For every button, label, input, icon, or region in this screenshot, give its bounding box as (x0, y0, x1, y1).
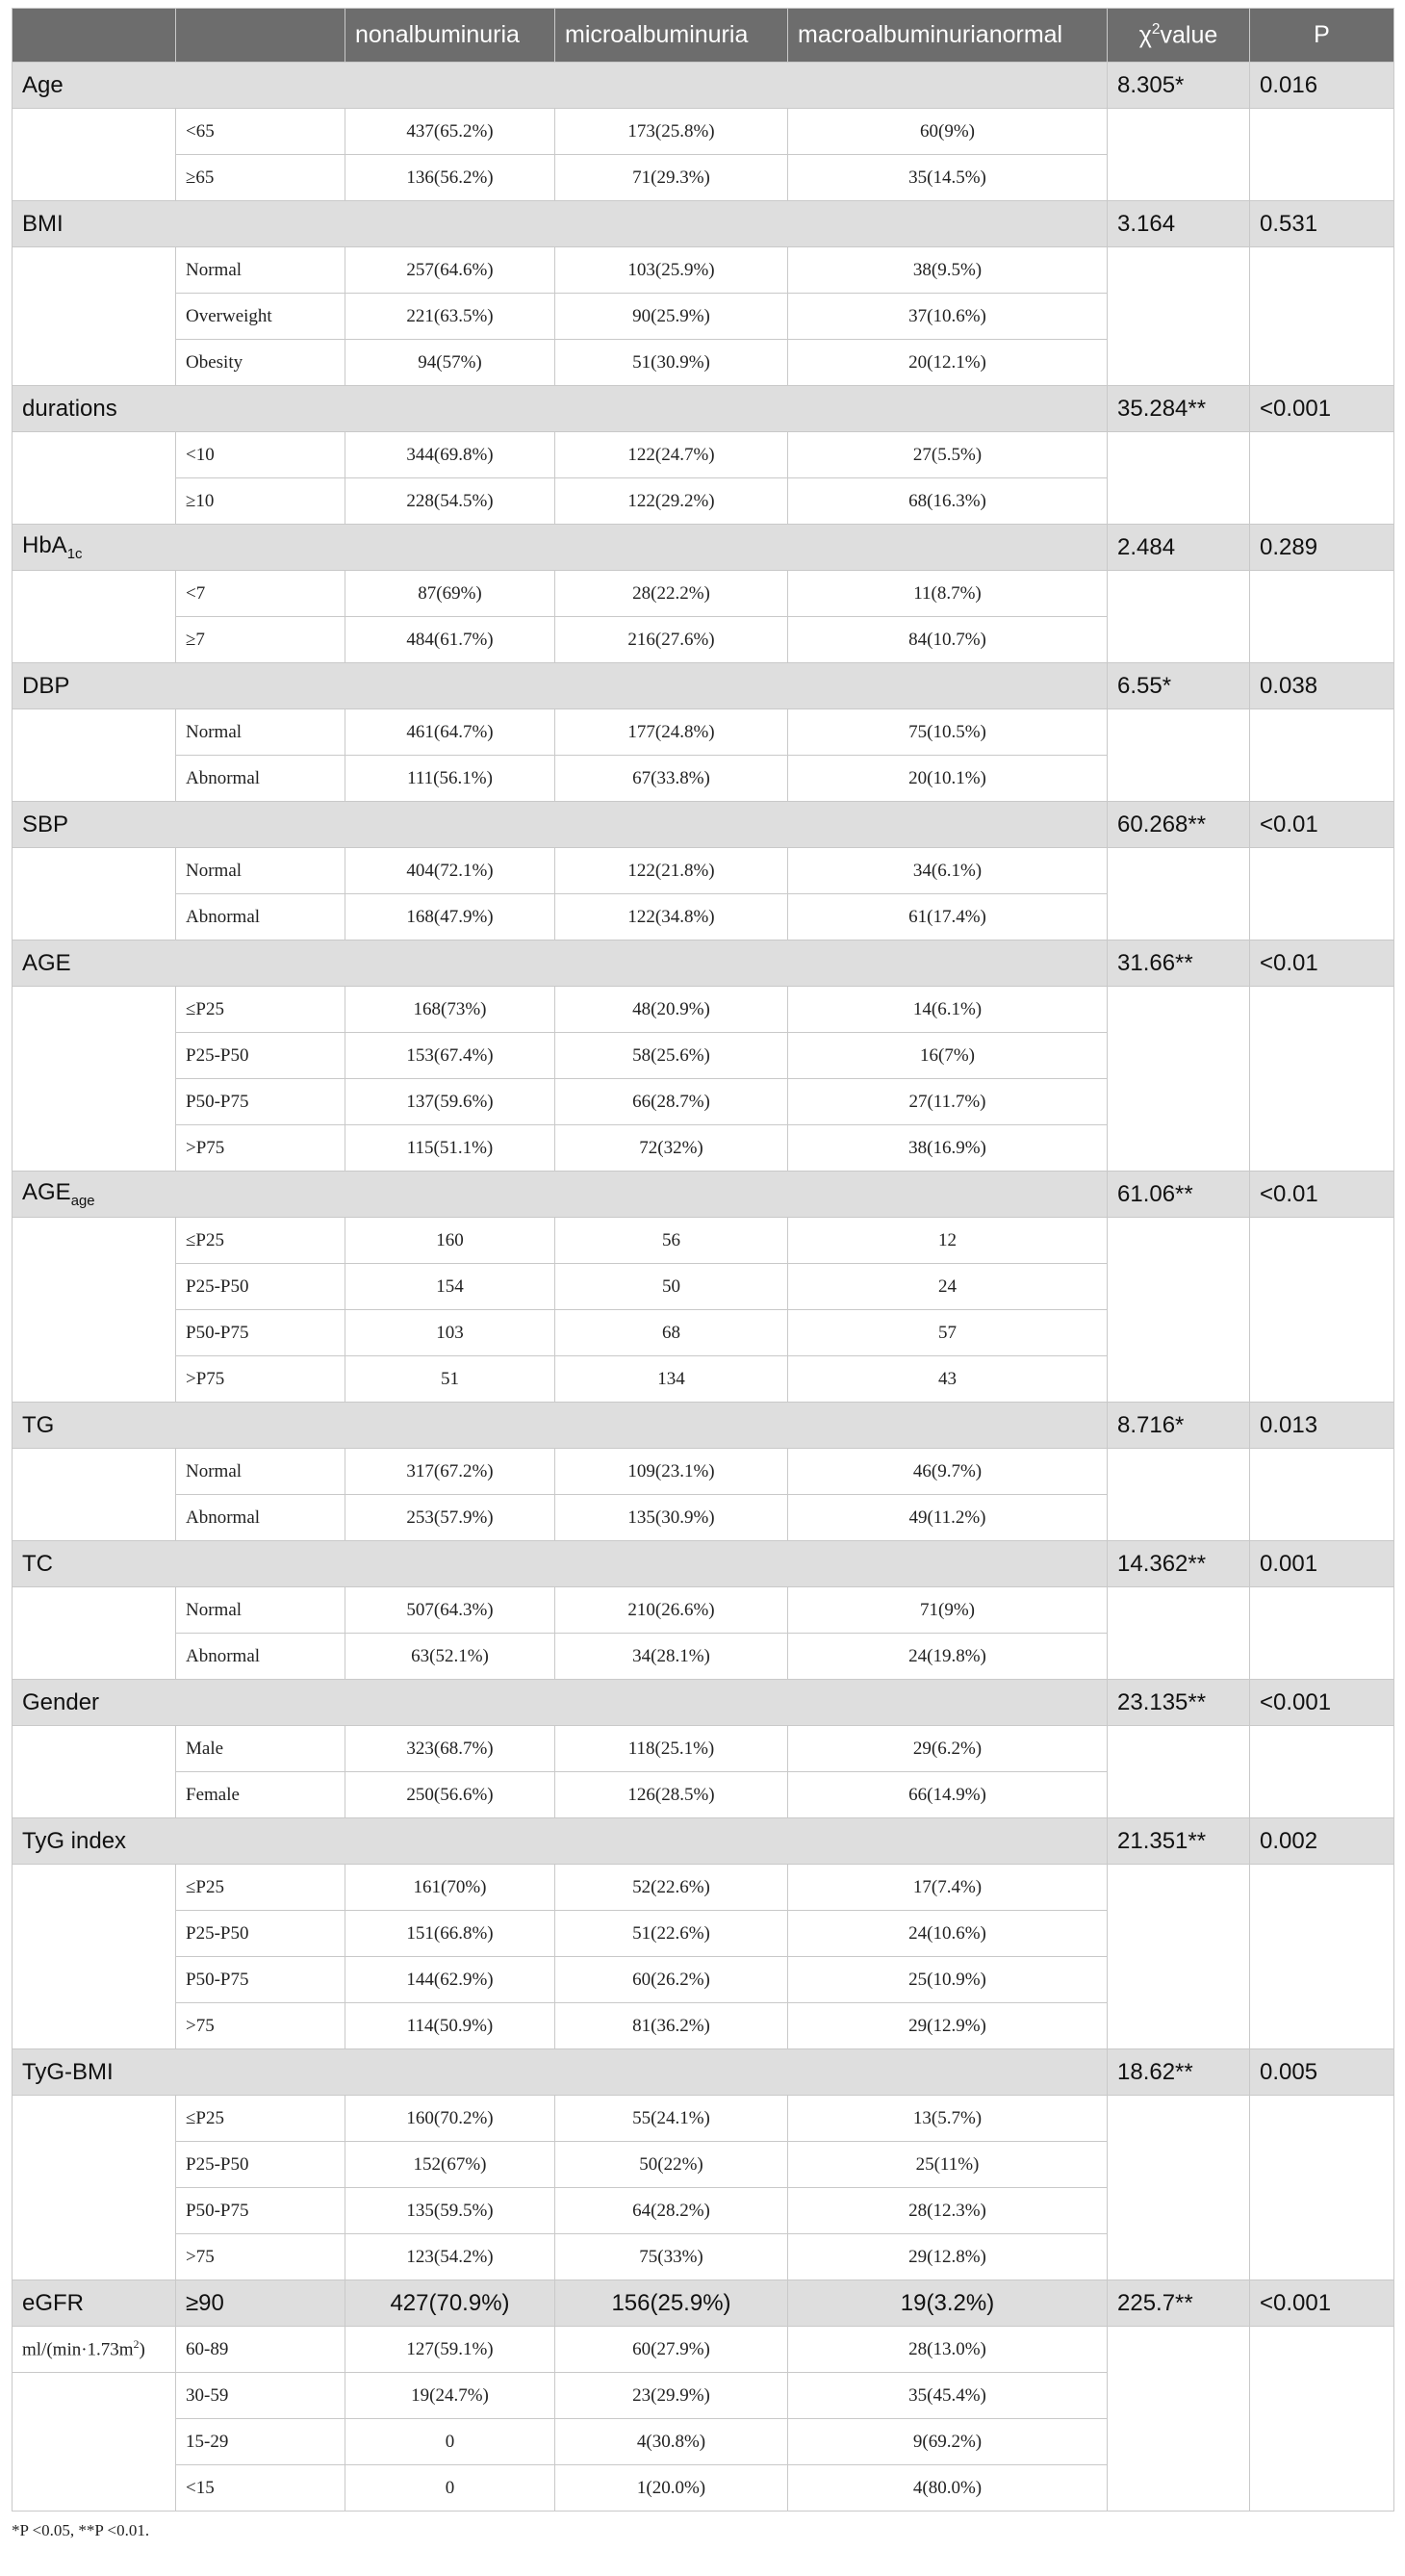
chi-value: 61.06** (1108, 1172, 1250, 1218)
value-cell: 154 (345, 1264, 555, 1310)
group-row (13, 525, 1394, 571)
table-row (13, 109, 1394, 155)
category-cell: ≥65 (176, 155, 345, 201)
blank-cell (13, 1726, 176, 1818)
value-cell: 24(10.6%) (788, 1911, 1108, 1957)
value-cell: 20(12.1%) (788, 340, 1108, 386)
table-row (13, 1449, 1394, 1495)
value-cell: 109(23.1%) (555, 1449, 788, 1495)
blank-cell (13, 1449, 176, 1541)
value-cell: 127(59.1%) (345, 2327, 555, 2373)
category-cell: P50-P75 (176, 1079, 345, 1125)
category-cell: Normal (176, 1587, 345, 1634)
header-blank-1 (13, 9, 176, 63)
blank-cell (13, 2373, 176, 2512)
chi-value: 23.135** (1108, 1680, 1250, 1726)
group-label: Gender (13, 1680, 1108, 1726)
group-row (13, 1172, 1394, 1218)
category-cell: ≤P25 (176, 1218, 345, 1264)
value-cell: 13(5.7%) (788, 2096, 1108, 2142)
chi-value: 31.66** (1108, 940, 1250, 987)
value-cell: 64(28.2%) (555, 2188, 788, 2234)
blank-cell (1250, 432, 1394, 525)
value-cell: 94(57%) (345, 340, 555, 386)
value-cell: 0 (345, 2465, 555, 2512)
value-cell: 160 (345, 1218, 555, 1264)
category-cell: Abnormal (176, 894, 345, 940)
value-cell: 250(56.6%) (345, 1772, 555, 1818)
value-cell: 122(24.7%) (555, 432, 788, 478)
blank-cell (1108, 109, 1250, 201)
category-cell: Abnormal (176, 1634, 345, 1680)
blank-cell (1108, 1449, 1250, 1541)
table-row (13, 1726, 1394, 1772)
p-value: 0.001 (1250, 1541, 1394, 1587)
value-cell: 20(10.1%) (788, 756, 1108, 802)
table-row (13, 432, 1394, 478)
value-cell: 168(73%) (345, 987, 555, 1033)
value-cell: 84(10.7%) (788, 617, 1108, 663)
value-cell: 38(9.5%) (788, 247, 1108, 294)
p-value: <0.001 (1250, 2280, 1394, 2327)
blank-cell (1250, 709, 1394, 802)
value-cell: 90(25.9%) (555, 294, 788, 340)
value-cell: 137(59.6%) (345, 1079, 555, 1125)
header-microalbuminuria: microalbuminuria (555, 9, 788, 63)
category-cell: P25-P50 (176, 1911, 345, 1957)
albuminuria-table (12, 8, 1394, 2512)
value-cell: 81(36.2%) (555, 2003, 788, 2049)
value-cell: 57 (788, 1310, 1108, 1356)
p-value: 0.013 (1250, 1403, 1394, 1449)
p-value: <0.01 (1250, 802, 1394, 848)
value-cell: 103 (345, 1310, 555, 1356)
value-cell: 28(13.0%) (788, 2327, 1108, 2373)
category-cell: P50-P75 (176, 2188, 345, 2234)
group-row (13, 1403, 1394, 1449)
group-label: SBP (13, 802, 1108, 848)
blank-cell (1108, 2096, 1250, 2280)
category-cell: Male (176, 1726, 345, 1772)
blank-cell (1250, 1218, 1394, 1403)
value-cell: 66(14.9%) (788, 1772, 1108, 1818)
value-cell: 160(70.2%) (345, 2096, 555, 2142)
value-cell: 12 (788, 1218, 1108, 1264)
value-cell: 136(56.2%) (345, 155, 555, 201)
p-value: <0.001 (1250, 386, 1394, 432)
value-cell: 126(28.5%) (555, 1772, 788, 1818)
p-value: 0.002 (1250, 1818, 1394, 1865)
group-label: durations (13, 386, 1108, 432)
group-row (13, 802, 1394, 848)
group-label: TyG-BMI (13, 2049, 1108, 2096)
blank-cell (13, 432, 176, 525)
value-cell: 114(50.9%) (345, 2003, 555, 2049)
blank-cell (1250, 571, 1394, 663)
blank-cell (13, 848, 176, 940)
value-cell: 253(57.9%) (345, 1495, 555, 1541)
category-cell: Overweight (176, 294, 345, 340)
value-cell: 67(33.8%) (555, 756, 788, 802)
group-label: DBP (13, 663, 1108, 709)
category-cell: P25-P50 (176, 1264, 345, 1310)
value-cell: 461(64.7%) (345, 709, 555, 756)
p-value: <0.01 (1250, 940, 1394, 987)
value-cell: 60(9%) (788, 109, 1108, 155)
table-container (12, 8, 1393, 2540)
value-cell: 118(25.1%) (555, 1726, 788, 1772)
value-cell: 25(10.9%) (788, 1957, 1108, 2003)
value-cell: 58(25.6%) (555, 1033, 788, 1079)
category-cell: Normal (176, 1449, 345, 1495)
category-cell: >P75 (176, 1125, 345, 1172)
p-value: 0.016 (1250, 63, 1394, 109)
chi-value: 8.305* (1108, 63, 1250, 109)
group-row (13, 201, 1394, 247)
category-cell: >75 (176, 2003, 345, 2049)
category-cell: Normal (176, 848, 345, 894)
group-label: Age (13, 63, 1108, 109)
blank-cell (13, 709, 176, 802)
egfr-unit: $ml/(\min\cdot 1.73m^2)$ (13, 2327, 176, 2373)
value-cell: 507(64.3%) (345, 1587, 555, 1634)
p-value: <0.001 (1250, 1680, 1394, 1726)
value-cell: 28(12.3%) (788, 2188, 1108, 2234)
table-row (13, 987, 1394, 1033)
value-cell: 221(63.5%) (345, 294, 555, 340)
blank-cell (13, 987, 176, 1172)
category-cell: Obesity (176, 340, 345, 386)
value-cell: 111(56.1%) (345, 756, 555, 802)
value-cell: 14(6.1%) (788, 987, 1108, 1033)
value-cell: 48(20.9%) (555, 987, 788, 1033)
category-cell: 30-59 (176, 2373, 345, 2419)
group-row (13, 940, 1394, 987)
value-cell: 317(67.2%) (345, 1449, 555, 1495)
blank-cell (13, 109, 176, 201)
value-cell: 29(12.8%) (788, 2234, 1108, 2280)
category-cell: ≥10 (176, 478, 345, 525)
value-cell: 75(33%) (555, 2234, 788, 2280)
chi-value: 8.716* (1108, 1403, 1250, 1449)
value-cell: 4(80.0%) (788, 2465, 1108, 2512)
table-row (13, 571, 1394, 617)
value-cell: 50(22%) (555, 2142, 788, 2188)
blank-cell (1108, 987, 1250, 1172)
value-cell: 11(8.7%) (788, 571, 1108, 617)
group-label: TyG index (13, 1818, 1108, 1865)
value-cell: 210(26.6%) (555, 1587, 788, 1634)
chi-value: 60.268** (1108, 802, 1250, 848)
group-label: eGFR (13, 2280, 176, 2327)
value-cell: 427(70.9%) (345, 2280, 555, 2327)
value-cell: 38(16.9%) (788, 1125, 1108, 1172)
category-cell: Normal (176, 709, 345, 756)
category-cell: ≥90 (176, 2280, 345, 2327)
value-cell: 37(10.6%) (788, 294, 1108, 340)
group-row (13, 663, 1394, 709)
value-cell: 71(29.3%) (555, 155, 788, 201)
blank-cell (1250, 247, 1394, 386)
value-cell: 66(28.7%) (555, 1079, 788, 1125)
value-cell: 404(72.1%) (345, 848, 555, 894)
table-row (13, 2327, 1394, 2373)
value-cell: 25(11%) (788, 2142, 1108, 2188)
group-label: TG (13, 1403, 1108, 1449)
category-cell: <65 (176, 109, 345, 155)
table-row (13, 1587, 1394, 1634)
value-cell: 24(19.8%) (788, 1634, 1108, 1680)
chi-value: 3.164 (1108, 201, 1250, 247)
value-cell: 51(22.6%) (555, 1911, 788, 1957)
value-cell: 87(69%) (345, 571, 555, 617)
category-cell: <15 (176, 2465, 345, 2512)
blank-cell (13, 1218, 176, 1403)
value-cell: 152(67%) (345, 2142, 555, 2188)
value-cell: 60(26.2%) (555, 1957, 788, 2003)
value-cell: 0 (345, 2419, 555, 2465)
value-cell: 75(10.5%) (788, 709, 1108, 756)
footnote: *P <0.05, **P <0.01. (12, 2521, 150, 2539)
value-cell: 29(6.2%) (788, 1726, 1108, 1772)
value-cell: 122(21.8%) (555, 848, 788, 894)
category-cell: P25-P50 (176, 1033, 345, 1079)
group-label: AGE (13, 940, 1108, 987)
group-row (13, 1541, 1394, 1587)
value-cell: 60(27.9%) (555, 2327, 788, 2373)
category-cell: ≤P25 (176, 2096, 345, 2142)
category-cell: Abnormal (176, 756, 345, 802)
value-cell: 144(62.9%) (345, 1957, 555, 2003)
blank-cell (1108, 1726, 1250, 1818)
value-cell: 177(24.8%) (555, 709, 788, 756)
blank-cell (1108, 848, 1250, 940)
header-macroalbuminuria: macroalbuminurianormal (788, 9, 1108, 63)
chi-value: 2.484 (1108, 525, 1250, 571)
value-cell: 52(22.6%) (555, 1865, 788, 1911)
value-cell: 35(14.5%) (788, 155, 1108, 201)
value-cell: 123(54.2%) (345, 2234, 555, 2280)
value-cell: 27(5.5%) (788, 432, 1108, 478)
value-cell: 71(9%) (788, 1587, 1108, 1634)
value-cell: 1(20.0%) (555, 2465, 788, 2512)
value-cell: 61(17.4%) (788, 894, 1108, 940)
table-row (13, 848, 1394, 894)
category-cell: ≤P25 (176, 987, 345, 1033)
blank-cell (1108, 571, 1250, 663)
blank-cell (13, 1587, 176, 1680)
category-cell: Abnormal (176, 1495, 345, 1541)
group-row (13, 1818, 1394, 1865)
header-p: P (1250, 9, 1394, 63)
value-cell: 35(45.4%) (788, 2373, 1108, 2419)
category-cell: ≥7 (176, 617, 345, 663)
value-cell: 257(64.6%) (345, 247, 555, 294)
header-chi-value: $\chi^2value$ (1108, 9, 1250, 63)
group-row (13, 1680, 1394, 1726)
blank-cell (1108, 247, 1250, 386)
value-cell: 228(54.5%) (345, 478, 555, 525)
header-blank-2 (176, 9, 345, 63)
blank-cell (1250, 1449, 1394, 1541)
value-cell: 115(51.1%) (345, 1125, 555, 1172)
value-cell: 51(30.9%) (555, 340, 788, 386)
category-cell: 60-89 (176, 2327, 345, 2373)
category-cell: P50-P75 (176, 1957, 345, 2003)
category-cell: P50-P75 (176, 1310, 345, 1356)
value-cell: 16(7%) (788, 1033, 1108, 1079)
category-cell: Female (176, 1772, 345, 1818)
group-row (13, 2049, 1394, 2096)
value-cell: 344(69.8%) (345, 432, 555, 478)
chi-value: 6.55* (1108, 663, 1250, 709)
group-row (13, 386, 1394, 432)
value-cell: 135(59.5%) (345, 2188, 555, 2234)
blank-cell (1250, 1726, 1394, 1818)
table-row (13, 1865, 1394, 1911)
value-cell: 122(29.2%) (555, 478, 788, 525)
value-cell: 9(69.2%) (788, 2419, 1108, 2465)
blank-cell (13, 247, 176, 386)
value-cell: 28(22.2%) (555, 571, 788, 617)
category-cell: P25-P50 (176, 2142, 345, 2188)
chi-value: 14.362** (1108, 1541, 1250, 1587)
value-cell: 19(3.2%) (788, 2280, 1108, 2327)
blank-cell (13, 2096, 176, 2280)
value-cell: 50 (555, 1264, 788, 1310)
group-row (13, 63, 1394, 109)
blank-cell (1108, 2327, 1250, 2512)
value-cell: 49(11.2%) (788, 1495, 1108, 1541)
category-cell: 15-29 (176, 2419, 345, 2465)
value-cell: 153(67.4%) (345, 1033, 555, 1079)
value-cell: 23(29.9%) (555, 2373, 788, 2419)
category-cell: >P75 (176, 1356, 345, 1403)
value-cell: 27(11.7%) (788, 1079, 1108, 1125)
value-cell: 323(68.7%) (345, 1726, 555, 1772)
group-label: $AGE_{age}$ (13, 1172, 1108, 1218)
table-row (13, 1218, 1394, 1264)
blank-cell (1108, 709, 1250, 802)
value-cell: 34(28.1%) (555, 1634, 788, 1680)
group-label: TC (13, 1541, 1108, 1587)
value-cell: 156(25.9%) (555, 2280, 788, 2327)
header-nonalbuminuria: nonalbuminuria (345, 9, 555, 63)
blank-cell (13, 1865, 176, 2049)
category-cell: <10 (176, 432, 345, 478)
blank-cell (1250, 109, 1394, 201)
p-value: 0.005 (1250, 2049, 1394, 2096)
value-cell: 46(9.7%) (788, 1449, 1108, 1495)
value-cell: 135(30.9%) (555, 1495, 788, 1541)
value-cell: 134 (555, 1356, 788, 1403)
table-row (13, 2096, 1394, 2142)
chi-value: 225.7** (1108, 2280, 1250, 2327)
p-value: 0.531 (1250, 201, 1394, 247)
value-cell: 168(47.9%) (345, 894, 555, 940)
p-value: 0.289 (1250, 525, 1394, 571)
value-cell: 122(34.8%) (555, 894, 788, 940)
value-cell: 68 (555, 1310, 788, 1356)
category-cell: Normal (176, 247, 345, 294)
blank-cell (1250, 987, 1394, 1172)
table-row (13, 709, 1394, 756)
group-row-egfr (13, 2280, 1394, 2327)
category-cell: >75 (176, 2234, 345, 2280)
value-cell: 55(24.1%) (555, 2096, 788, 2142)
blank-cell (1250, 2096, 1394, 2280)
value-cell: 34(6.1%) (788, 848, 1108, 894)
chi-value: 18.62** (1108, 2049, 1250, 2096)
value-cell: 437(65.2%) (345, 109, 555, 155)
value-cell: 29(12.9%) (788, 2003, 1108, 2049)
blank-cell (1108, 432, 1250, 525)
blank-cell (1108, 1218, 1250, 1403)
value-cell: 56 (555, 1218, 788, 1264)
blank-cell (1108, 1865, 1250, 2049)
value-cell: 63(52.1%) (345, 1634, 555, 1680)
value-cell: 51 (345, 1356, 555, 1403)
chi-value: 35.284** (1108, 386, 1250, 432)
value-cell: 216(27.6%) (555, 617, 788, 663)
value-cell: 43 (788, 1356, 1108, 1403)
category-cell: <7 (176, 571, 345, 617)
chi-value: 21.351** (1108, 1818, 1250, 1865)
group-label: HbA$_{1c}$ (13, 525, 1108, 571)
value-cell: 151(66.8%) (345, 1911, 555, 1957)
blank-cell (1250, 2327, 1394, 2512)
value-cell: 19(24.7%) (345, 2373, 555, 2419)
table-row (13, 247, 1394, 294)
p-value: <0.01 (1250, 1172, 1394, 1218)
value-cell: 173(25.8%) (555, 109, 788, 155)
blank-cell (1250, 1865, 1394, 2049)
blank-cell (1250, 1587, 1394, 1680)
header-row (13, 9, 1394, 63)
value-cell: 161(70%) (345, 1865, 555, 1911)
blank-cell (1250, 848, 1394, 940)
value-cell: 4(30.8%) (555, 2419, 788, 2465)
value-cell: 68(16.3%) (788, 478, 1108, 525)
category-cell: ≤P25 (176, 1865, 345, 1911)
value-cell: 72(32%) (555, 1125, 788, 1172)
blank-cell (1108, 1587, 1250, 1680)
value-cell: 103(25.9%) (555, 247, 788, 294)
blank-cell (13, 571, 176, 663)
group-label: BMI (13, 201, 1108, 247)
p-value: 0.038 (1250, 663, 1394, 709)
value-cell: 24 (788, 1264, 1108, 1310)
value-cell: 484(61.7%) (345, 617, 555, 663)
value-cell: 17(7.4%) (788, 1865, 1108, 1911)
